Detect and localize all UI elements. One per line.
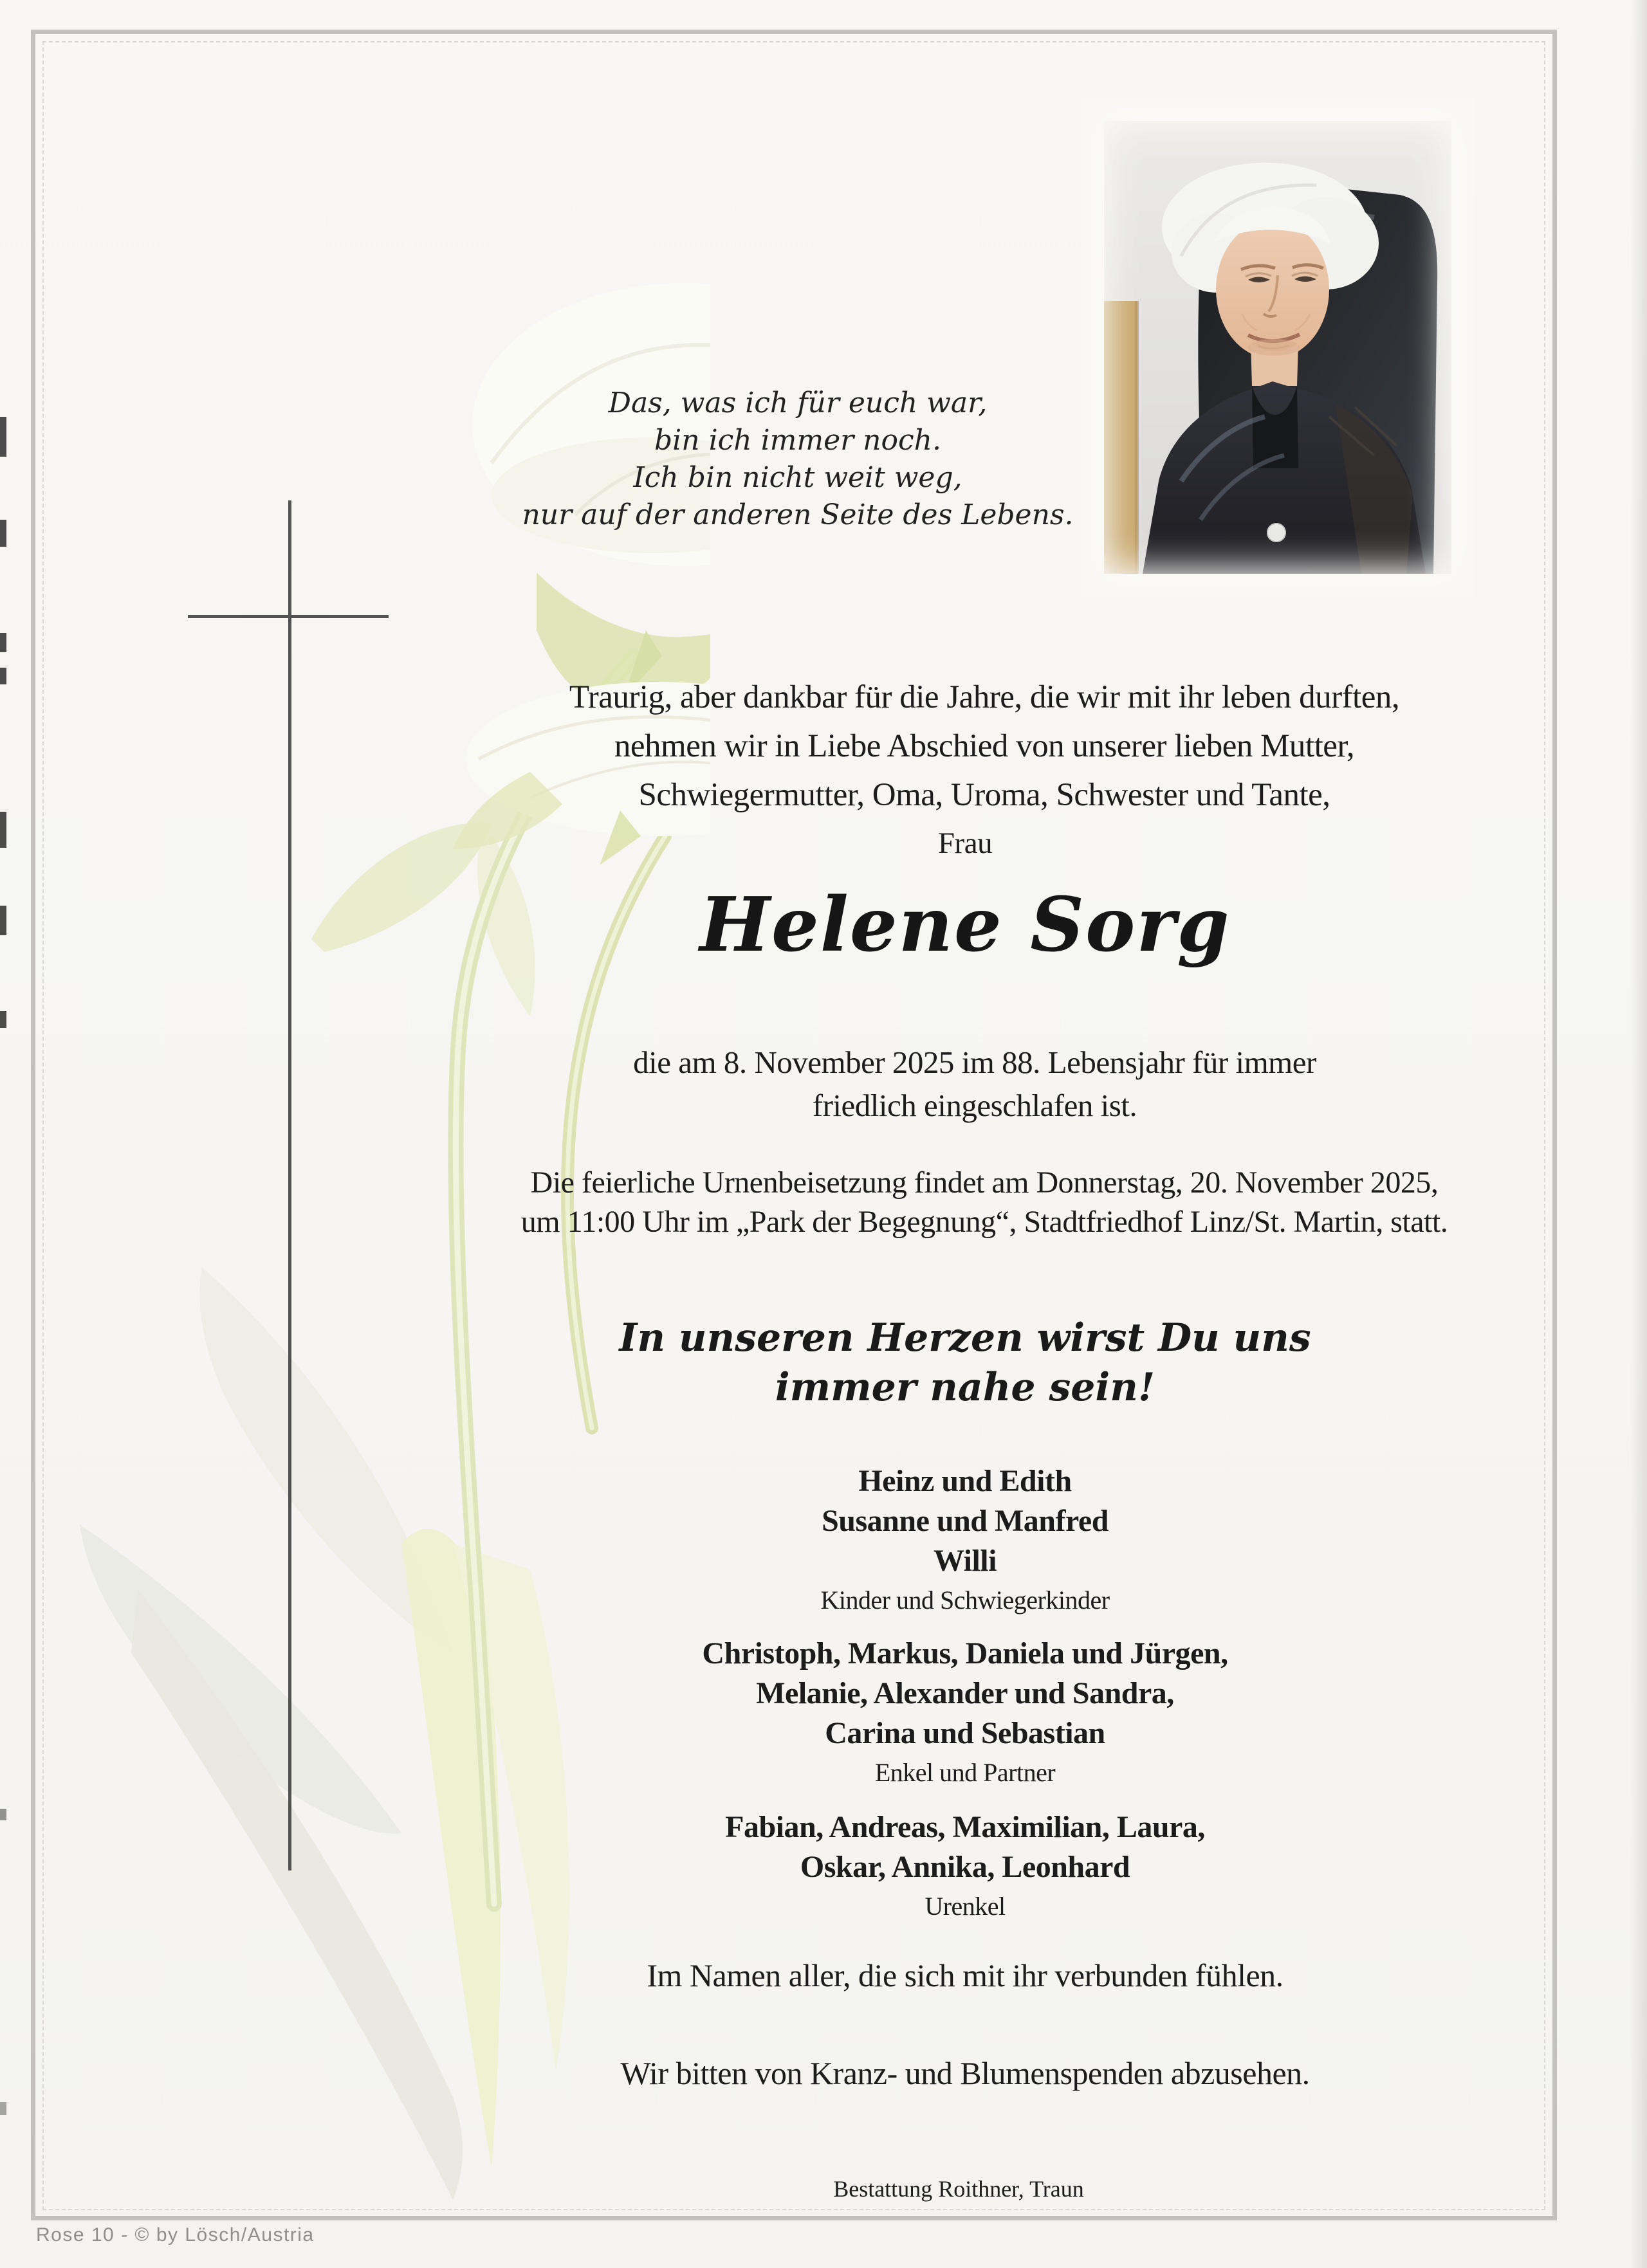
mourner-names: Heinz und Edith — [858, 1464, 1072, 1498]
poem-line: Das, was ich für euch war, — [608, 387, 988, 419]
funeral-home: Bestattung Roithner, Traun — [833, 2176, 1084, 2202]
deceased-name: Helene Sorg — [699, 881, 1231, 969]
mourners-group-children — [450, 1461, 1480, 1616]
scan-artifact — [0, 1809, 6, 1820]
mourner-names: Melanie, Alexander und Sandra, — [756, 1676, 1174, 1710]
intro-line: Traurig, aber dankbar für die Jahre, die wir mit ihr leben durften, — [569, 679, 1400, 715]
portrait-photo — [1081, 98, 1475, 597]
mourner-names: Oskar, Annika, Leonhard — [800, 1850, 1130, 1884]
intro-line: Schwiegermutter, Oma, Uroma, Schwester und Tante, — [638, 777, 1330, 813]
mourner-relation: Kinder und Schwiegerkinder — [820, 1586, 1110, 1614]
intro-line: nehmen wir in Liebe Abschied von unserer lieben Mutter, — [614, 728, 1355, 764]
death-notice-line: die am 8. November 2025 im 88. Lebensjahr für immer — [633, 1045, 1316, 1080]
salutation: Frau — [937, 827, 993, 860]
scan-artifact — [0, 668, 6, 684]
mourner-names: Fabian, Andreas, Maximilian, Laura, — [725, 1810, 1205, 1844]
funeral-info — [454, 1163, 1515, 1241]
scan-artifact — [0, 417, 6, 457]
death-notice-line: friedlich eingeschlafen ist. — [812, 1088, 1137, 1123]
scan-artifact — [0, 633, 6, 652]
funeral-info-line: um 11:00 Uhr im „Park der Begegnung“, Stadtfriedhof Linz/St. Martin, statt. — [520, 1205, 1448, 1239]
mourner-names: Christoph, Markus, Daniela und Jürgen, — [702, 1636, 1228, 1670]
scan-artifact — [0, 906, 6, 935]
intro-paragraph — [450, 673, 1518, 819]
mourner-names: Carina und Sebastian — [825, 1716, 1105, 1750]
mourner-relation: Urenkel — [925, 1892, 1006, 1921]
portrait-photo-image — [1104, 121, 1451, 574]
devotion-phrase — [450, 1313, 1480, 1413]
scan-artifact — [0, 1011, 6, 1028]
poem-line: nur auf der anderen Seite des Lebens. — [522, 498, 1074, 531]
devotion-line: In unseren Herzen wirst Du uns — [619, 1315, 1311, 1360]
poem-line: Ich bin nicht weit weg, — [633, 461, 962, 494]
scan-artifact — [0, 520, 6, 547]
funeral-info-line: Die feierliche Urnenbeisetzung findet am Donnerstag, 20. November 2025, — [530, 1166, 1439, 1200]
memorial-poem — [489, 385, 1107, 534]
scan-artifact — [0, 812, 6, 848]
mourners-group-greatgrandchildren — [450, 1807, 1480, 1922]
scan-artifact — [0, 2102, 6, 2115]
mourner-names: Willi — [934, 1544, 997, 1578]
print-watermark: Rose 10 - © by Lösch/Austria — [36, 2224, 315, 2245]
mourner-names: Susanne und Manfred — [822, 1504, 1109, 1538]
mourners-group-grandchildren — [450, 1634, 1480, 1788]
poem-line: bin ich immer noch. — [654, 424, 941, 457]
donation-request: Wir bitten von Kranz- und Blumenspenden abzusehen. — [620, 2055, 1310, 2091]
scan-edge-shadow — [1630, 0, 1647, 2268]
devotion-line: immer nahe sein! — [775, 1365, 1155, 1410]
mourner-relation: Enkel und Partner — [874, 1758, 1056, 1787]
death-notice — [450, 1041, 1499, 1127]
closing-line: Im Namen aller, die sich mit ihr verbunden fühlen. — [647, 1957, 1284, 1993]
